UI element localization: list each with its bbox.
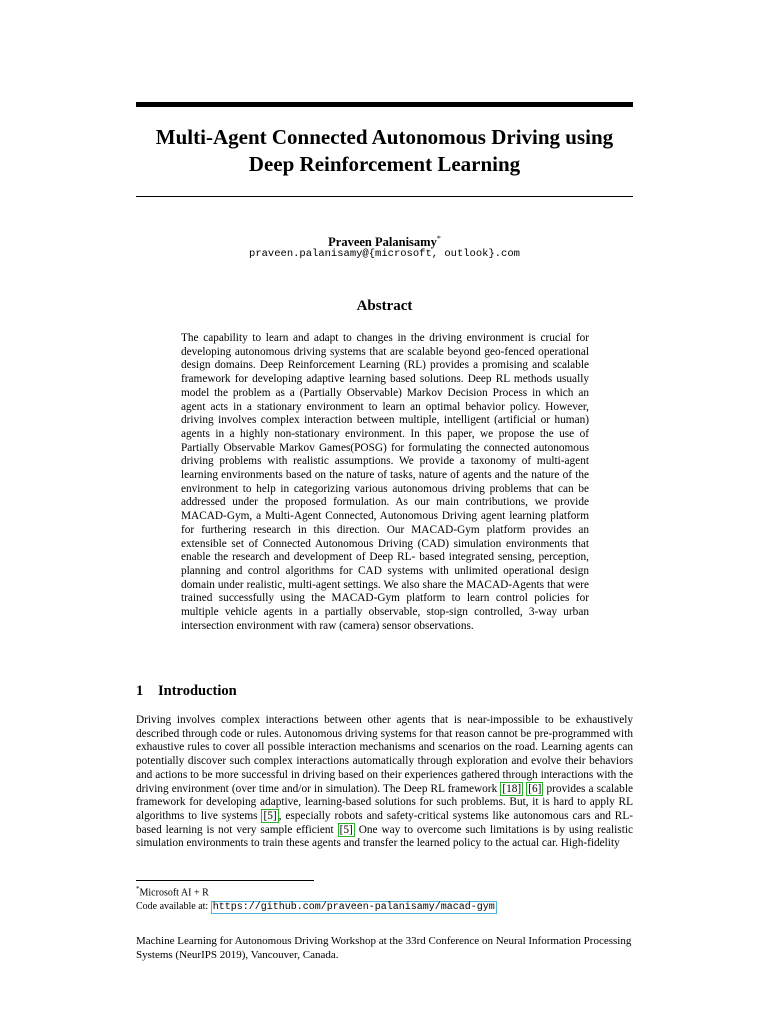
author-name-text: Praveen Palanisamy [328, 235, 437, 250]
title-bottom-rule [136, 196, 633, 197]
title-line-2: Deep Reinforcement Learning [248, 152, 521, 176]
section-heading-introduction [136, 682, 633, 700]
abstract-body [181, 332, 589, 633]
venue-note [136, 934, 633, 962]
section-number: 1 [136, 683, 144, 699]
intro-text-4: , especially robots and safety-critical systems like autonomous cars and RL-based learning is not very sample efficient [136, 809, 633, 836]
title-line-1: Multi-Agent Connected Autonomous Driving using [155, 125, 614, 149]
footnote-rule [136, 880, 314, 881]
intro-text-1: Driving involves complex interactions between other agents that is near-impossible to be exhaustively described through code or rules. Autonomous driving systems for that reason cannot be pre-programmed with exhaustive rules to cover all possible interaction mechanisms and scenarios on the road. Learning agents can potentially discover such complex interactions automatically through exploration and evolve their behaviors and actions to be more successful in driving based on their experiences gathered through interactions with the driving environment (over time and/or in simulation). The Deep RL framework [136, 714, 633, 795]
abstract-heading: Abstract [356, 298, 413, 314]
introduction-body [136, 714, 633, 851]
code-url-link[interactable]: https://github.com/praveen-palanisamy/macad-gym [212, 902, 495, 914]
intro-text-5: One way to overcome such limitations is by using realistic simulation environments to train these agents and transfer the learned policy to the actual car. High-fidelity [136, 823, 633, 850]
paper-title [136, 124, 633, 178]
footnotes [136, 882, 633, 915]
introduction-paragraph [136, 714, 633, 851]
section-title: Introduction [158, 683, 237, 699]
citation-link-5[interactable]: [5] [263, 809, 277, 822]
footnote-affiliation [136, 882, 633, 900]
footnote-code-label: Code available at: [136, 901, 211, 913]
venue-line-2: Systems (NeurIPS 2019), Vancouver, Canada. [136, 949, 339, 961]
intro-text-3: provides a scalable framework for developing adaptive, learning-based solutions for such problems. But, it is hard to apply RL algorithms to live systems [136, 782, 633, 822]
footnote-affiliation-text: Microsoft AI + R [139, 887, 209, 899]
author-email: praveen.palanisamy@{microsoft, outlook}.com [249, 248, 520, 260]
citation-link-18[interactable]: [18] [502, 782, 522, 795]
footnote-code [136, 900, 633, 915]
abstract-text: The capability to learn and adapt to changes in the driving environment is crucial for developing autonomous driving systems that are scalable beyond geo-fenced operational design domains. Deep Reinforcement Learning (RL) provides a promising and scalable framework for developing adaptive learning based solutions. Deep RL methods usually model the problem as a (Partially Observable) Markov Decision Process in which an agent acts in a stationary environment to learn an optimal behavior policy. However, driving involves complex interaction between multiple, intelligent (artificial or human) agents in a highly non-stationary environment. In this paper, we propose the use of Partially Observable Markov Games(POSG) for formulating the connected autonomous driving problems with realistic assumptions. We provide a taxonomy of multi-agent learning environments based on the nature of tasks, nature of agents and the nature of the environment to help in categorizing various autonomous driving problems that can be addressed under the proposed formulation. As our main contributions, we provide MACAD-Gym, a Multi-Agent Connected, Autonomous Driving agent learning platform for furthering research in this direction. Our MACAD-Gym platform provides an extensible set of Connected Autonomous Driving (CAD) simulation environments that enable the research and development of Deep RL- based integrated sensing, perception, planning and control algorithms for CAD systems with unlimited operational design domain under realistic, multi-agent settings. We also share the MACAD-Agents that were trained successfully using the MACAD-Gym platform to learn control policies for multiple vehicle agents in a partially observable, stop-sign controlled, 3-way urban intersection environment with raw (camera) sensor observations. [181, 332, 589, 632]
title-top-rule [136, 102, 633, 107]
citation-link-5-second[interactable]: [5] [339, 823, 353, 836]
footnote-mark: * [136, 885, 140, 893]
venue-line-1: Machine Learning for Autonomous Driving Workshop at the 33rd Conference on Neural Information Processing [136, 935, 632, 947]
citation-link-6[interactable]: [6] [528, 782, 542, 795]
author-footnote-mark: * [436, 234, 441, 243]
